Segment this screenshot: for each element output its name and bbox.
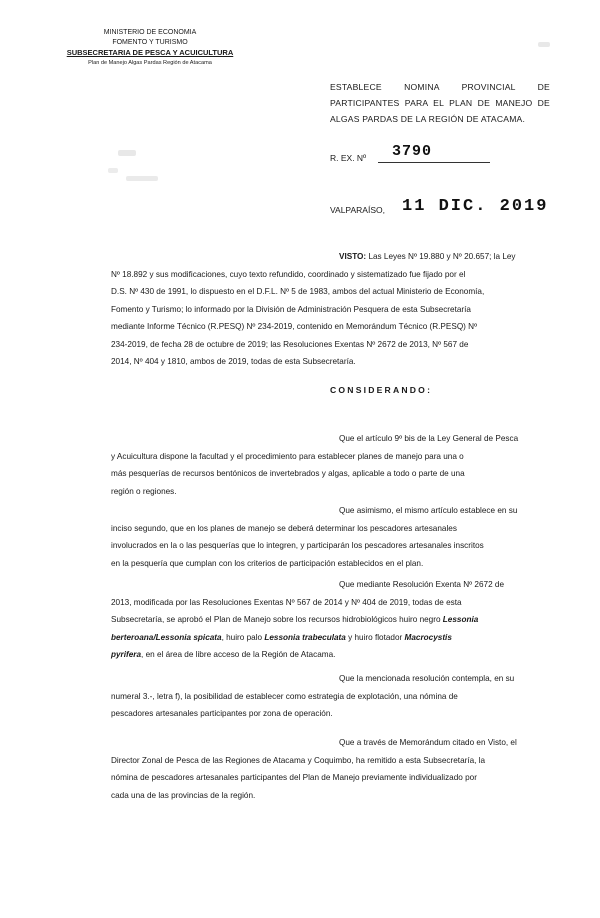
paragraph-text: Subsecretaría, se aprobó el Plan de Manejo sobre los recursos hidrobiológicos huiro negro (111, 615, 443, 624)
species-name: Lessonia trabeculata (264, 632, 346, 642)
paragraph-line (111, 629, 549, 647)
paragraph-line: involucrados en la o las pesquerías que lo integren, y participarán los pescadores artesanales inscritos (111, 541, 484, 550)
paragraph-line: más pesquerías de recursos bentónicos de invertebrados y algas, aplicable a todo o parte de una (111, 469, 465, 478)
paragraph-text: , en el área de libre acceso de la Región de Atacama. (141, 650, 336, 659)
considerando-paragraph-1 (111, 430, 549, 500)
paragraph-line (111, 646, 549, 664)
visto-line: Nº 18.892 y sus modificaciones, cuyo texto refundido, coordinado y sistematizado fue fijado por el (111, 269, 466, 279)
rex-label: R. EX. Nº (330, 153, 367, 163)
faint-stamp-mark (126, 176, 158, 181)
document-title (330, 79, 550, 127)
faint-stamp-mark (538, 42, 550, 47)
paragraph-line (111, 611, 549, 629)
date-stamp: 11 DIC. 2019 (402, 197, 549, 216)
paragraph-line: y Acuicultura dispone la facultad y el procedimiento para establecer planes de manejo para una o (111, 451, 464, 461)
visto-label: VISTO: (339, 252, 367, 261)
title-line-3: ALGAS PARDAS DE LA REGIÓN DE ATACAMA. (330, 114, 526, 124)
visto-line: mediante Informe Técnico (R.PESQ) Nº 234-2019, contenido en Memorándum Técnico (R.PESQ) Nº (111, 322, 478, 331)
ministry-line-2: FOMENTO Y TURISMO (112, 39, 188, 46)
letterhead (60, 28, 240, 68)
paragraph-line: numeral 3.-, letra f), la posibilidad de establecer como estrategia de explotación, una nómina de (111, 691, 458, 701)
species-name: berteroana/Lessonia spicata (111, 632, 222, 642)
considerando-paragraph-5 (111, 734, 549, 804)
paragraph-line: Que a través de Memorándum citado en Visto, el (339, 738, 517, 747)
ministry-line-1: MINISTERIO DE ECONOMIA (103, 29, 197, 36)
rex-number: 3790 (392, 143, 433, 160)
paragraph-text: y huiro flotador (345, 632, 405, 642)
paragraph-line: pescadores artesanales participantes por zona de operación. (111, 709, 333, 718)
faint-stamp-mark (108, 168, 118, 173)
paragraph-line: inciso segundo, que en los planes de manejo se deberá determinar los pescadores artesanales (111, 523, 457, 533)
faint-stamp-mark (118, 150, 136, 156)
species-name: Macrocystis (404, 632, 452, 642)
title-line-2: PARTICIPANTES PARA EL PLAN DE MANEJO DE (330, 98, 550, 108)
visto-line: 234-2019, de fecha 28 de octubre de 2019; las Resoluciones Exentas Nº 2672 de 2013, Nº 567 de (111, 339, 469, 349)
title-line-1: ESTABLECE NOMINA PROVINCIAL DE (330, 82, 550, 92)
paragraph-line: Que el artículo 9º bis de la Ley General de Pesca (339, 434, 519, 443)
species-name: Lessonia (442, 615, 479, 624)
visto-line: 2014, Nº 404 y 1810, ambos de 2019, todas de esta Subsecretaría. (111, 357, 356, 366)
paragraph-line: Que la mencionada resolución contempla, en su (339, 674, 515, 683)
paragraph-line: cada una de las provincias de la región. (111, 790, 256, 800)
considerando-paragraph-3 (111, 576, 549, 664)
paragraph-line: Director Zonal de Pesca de las Regiones de Atacama y Coquimbo, ha remitido a esta Subsecretaría, la (111, 755, 486, 765)
paragraph-line: Que asimismo, el mismo artículo establece en su (339, 506, 518, 515)
species-name: pyrifera (111, 650, 142, 659)
considerando-paragraph-4 (111, 670, 549, 723)
considerando-heading: CONSIDERANDO: (330, 385, 433, 395)
paragraph-line: Que mediante Resolución Exenta Nº 2672 de (339, 580, 505, 589)
paragraph-text: , huiro palo (221, 632, 265, 642)
letterhead-subtitle: Plan de Manejo Algas Pardas Región de Atacama (88, 60, 212, 66)
rex-underline (378, 162, 490, 163)
visto-section (111, 248, 549, 371)
paragraph-line: nómina de pescadores artesanales participantes del Plan de Manejo previamente individualizado por (111, 773, 477, 782)
visto-line: Las Leyes Nº 19.880 y Nº 20.657; la Ley (368, 252, 516, 261)
considerando-paragraph-2 (111, 502, 549, 572)
paragraph-line: región o regiones. (111, 486, 177, 496)
visto-line: D.S. Nº 430 de 1991, lo dispuesto en el D.F.L. Nº 5 de 1983, ambos del actual Ministerio de Economía, (111, 287, 485, 296)
visto-line: Fomento y Turismo; lo informado por la División de Administración Pesquera de esta Subsecretaría (111, 304, 471, 314)
paragraph-line: 2013, modificada por las Resoluciones Exentas Nº 567 de 2014 y Nº 404 de 2019, todas de esta (111, 597, 462, 607)
place-label: VALPARAÍSO, (330, 205, 385, 215)
subsecretaria-name: SUBSECRETARIA DE PESCA Y ACUICULTURA (66, 48, 234, 57)
paragraph-line: en la pesquería que cumplan con los criterios de participación establecidos en el plan. (111, 558, 424, 568)
